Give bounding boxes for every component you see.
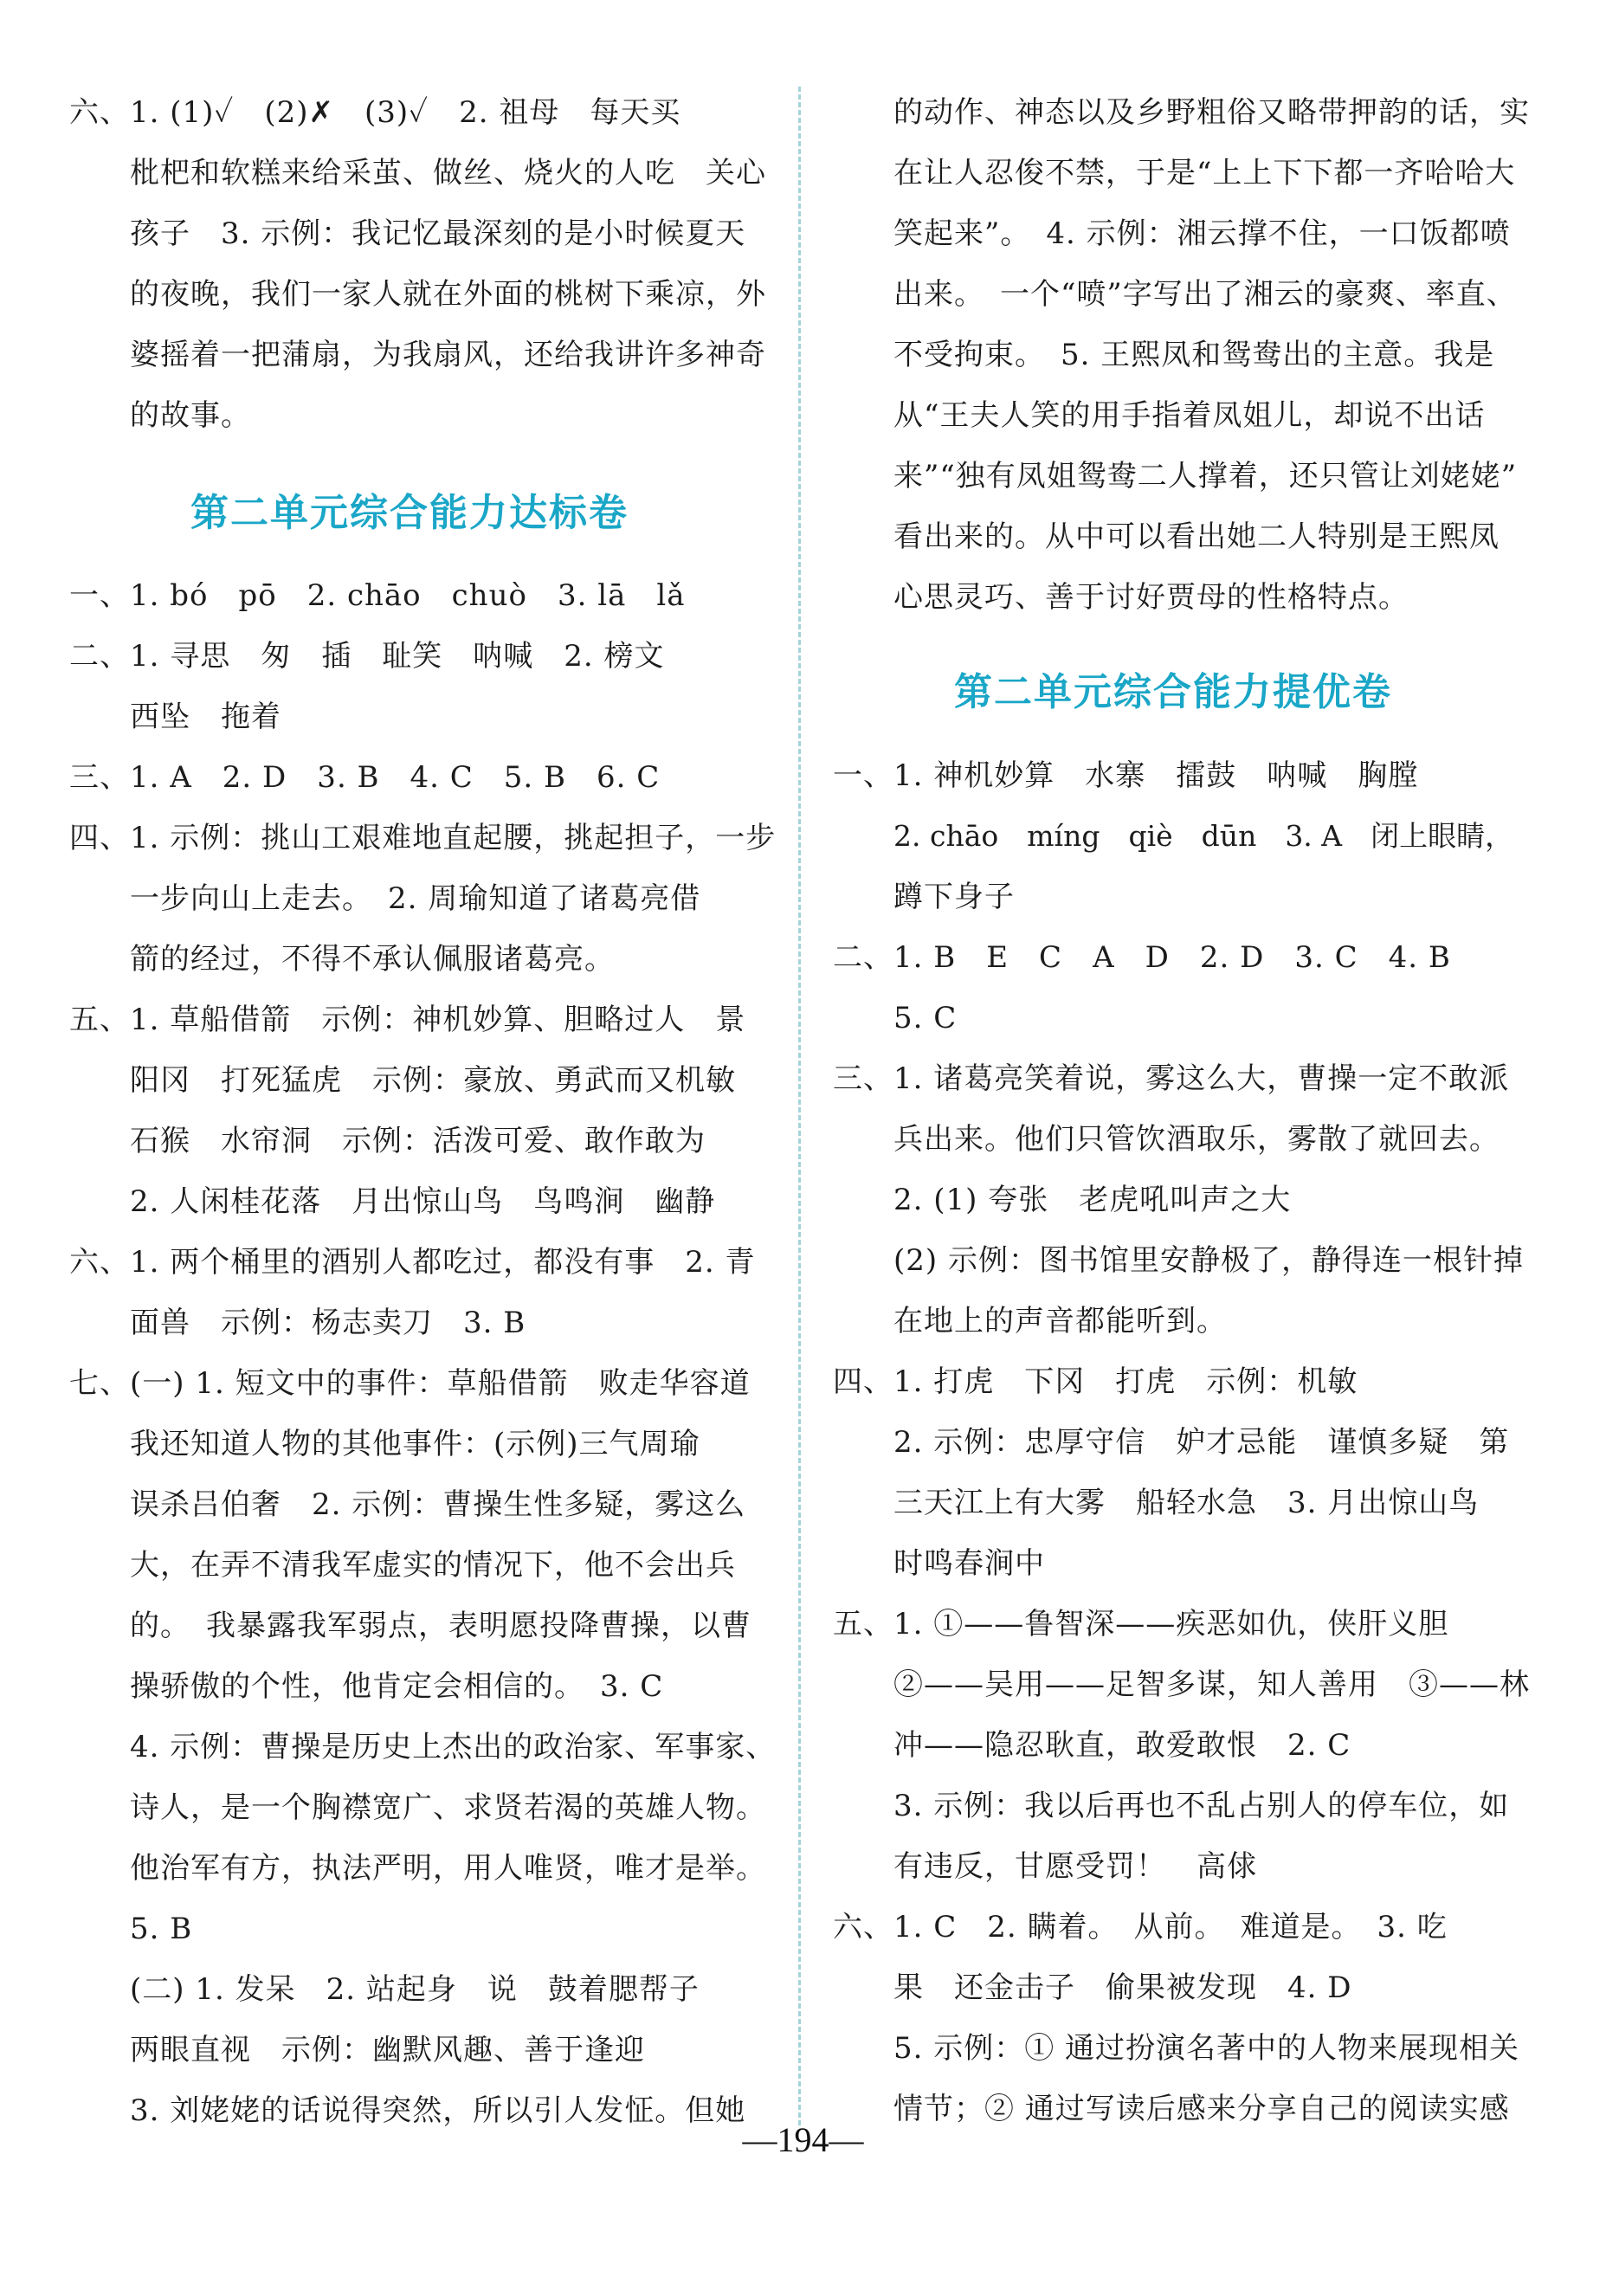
answer-line: 七、(一) 1. 短文中的事件：草船借箭 败走华容道 [69, 1366, 751, 1401]
answer-line: 时鸣春涧中 [893, 1546, 1045, 1581]
answer-line: 4. 示例：曹操是历史上杰出的政治家、军事家、 [130, 1730, 777, 1764]
answer-line: 诗人，是一个胸襟宽广、求贤若渴的英雄人物。 [130, 1790, 766, 1825]
answer-line: 3. 刘姥姥的话说得突然，所以引人发怔。但她 [130, 2093, 746, 2128]
answer-line: 看出来的。从中可以看出她二人特别是王熙凤 [893, 519, 1500, 554]
answer-line: 六、1. (1)✓ (2)✗ (3)✓ 2. 祖母 每天买 [69, 95, 681, 130]
answer-line: 枇杷和软糕来给采茧、做丝、烧火的人吃 关心 [130, 156, 766, 190]
answer-line: 四、1. 打虎 下冈 打虎 示例：机敏 [833, 1364, 1358, 1399]
answer-line: 我还知道人物的其他事件：(示例)三气周瑜 [130, 1427, 700, 1461]
answer-line: 果 还金击子 偷果被发现 4. D [893, 1970, 1352, 2005]
answer-line: 六、1. 两个桶里的酒别人都吃过，都没有事 2. 青 [69, 1245, 756, 1280]
answer-line: 5. 示例：① 通过扮演名著中的人物来展现相关 [893, 2031, 1520, 2066]
answer-line: 三、1. 诸葛亮笑着说，雾这么大，曹操一定不敢派 [833, 1061, 1510, 1096]
answer-line: 的夜晚，我们一家人就在外面的桃树下乘凉，外 [130, 277, 766, 312]
answer-line: 四、1. 示例：挑山工艰难地直起腰，挑起担子，一步 [69, 821, 777, 855]
answer-line: 他治军有方，执法严明，用人唯贤，唯才是举。 [130, 1851, 766, 1886]
answer-line: 二、1. B E C A D 2. D 3. C 4. B [833, 940, 1451, 975]
answer-line: 2. (1) 夸张 老虎吼叫声之大 [893, 1183, 1292, 1217]
section-heading-improvement-test: 第二单元综合能力提优卷 [954, 670, 1392, 714]
answer-line: 的动作、神态以及乡野粗俗又略带押韵的话，实 [893, 95, 1530, 130]
answer-line: 的。 我暴露我军弱点，表明愿投降曹操，以曹 [130, 1609, 751, 1643]
answer-line: 来”“独有凤姐鸳鸯二人撑着，还只管让刘姥姥” [893, 459, 1518, 493]
answer-line: 误杀吕伯奢 2. 示例：曹操生性多疑，雾这么 [130, 1487, 746, 1522]
answer-line: 在让人忍俊不禁，于是“上上下下都一齐哈哈大 [893, 156, 1516, 190]
answer-line: 面兽 示例：杨志卖刀 3. B [130, 1306, 526, 1340]
answer-line: 五、1. ①——鲁智深——疾恶如仇，侠肝义胆 [833, 1607, 1449, 1641]
answer-line: 2. 示例：忠厚守信 妒才忌能 谨慎多疑 第 [893, 1425, 1510, 1460]
section-heading-standard-test: 第二单元综合能力达标卷 [190, 491, 629, 535]
answer-line: 出来。 一个“喷”字写出了湘云的豪爽、率直、 [893, 277, 1517, 312]
page-number: —194— [742, 2120, 864, 2159]
answer-line: 笑起来”。 4. 示例：湘云撑不住，一口饭都喷 [893, 216, 1511, 251]
answer-line: 一、1. 神机妙算 水寨 擂鼓 呐喊 胸膛 [833, 758, 1419, 793]
answer-line: 蹲下身子 [893, 880, 1015, 914]
answer-line: ②——吴用——足智多谋，知人善用 ③——林 [893, 1667, 1530, 1702]
answer-line: 阳冈 打死猛虎 示例：豪放、勇武而又机敏 [130, 1063, 736, 1098]
answer-line: 三天江上有大雾 船轻水急 3. 月出惊山鸟 [893, 1486, 1480, 1520]
answer-line: 大，在弄不清我军虚实的情况下，他不会出兵 [130, 1548, 736, 1583]
answer-line: 情节；② 通过写读后感来分享自己的阅读实感 [893, 2092, 1510, 2126]
answer-line: 心思灵巧、善于讨好贾母的性格特点。 [893, 580, 1409, 615]
answer-line: 操骄傲的个性，他肯定会相信的。 3. C [130, 1669, 664, 1704]
answer-line: 5. C [893, 1001, 958, 1035]
answer-line: 孩子 3. 示例：我记忆最深刻的是小时候夏天 [130, 216, 746, 251]
column-divider [798, 87, 801, 2125]
answer-line: 2. chāo míng qiè dūn 3. A 闭上眼睛， [893, 819, 1514, 853]
answer-line: 一、1. bó pō 2. chāo chuò 3. lā lǎ [69, 578, 686, 613]
answer-line: 西坠 拖着 [130, 700, 281, 734]
answer-line: (2) 示例：图书馆里安静极了，静得连一根针掉 [893, 1243, 1524, 1278]
answer-line: 冲——隐忍耿直，敢爱敢恨 2. C [893, 1728, 1351, 1763]
answer-line: 在地上的声音都能听到。 [893, 1304, 1227, 1338]
answer-line: 一步向山上走去。 2. 周瑜知道了诸葛亮借 [130, 881, 701, 916]
answer-line: 婆摇着一把蒲扇，为我扇风，还给我讲许多神奇 [130, 338, 766, 372]
answer-line: 的故事。 [130, 398, 251, 433]
answer-line: 从“王夫人笑的用手指着凤姐儿，却说不出话 [893, 398, 1486, 433]
answer-line: 3. 示例：我以后再也不乱占别人的停车位，如 [893, 1789, 1510, 1823]
answer-line: 兵出来。他们只管饮酒取乐，雾散了就回去。 [893, 1122, 1500, 1157]
answer-line: 5. B [130, 1912, 193, 1946]
answer-line: 三、1. A 2. D 3. B 4. C 5. B 6. C [69, 760, 661, 795]
answer-line: 两眼直视 示例：幽默风趣、善于逢迎 [130, 2033, 645, 2067]
answer-line: 有违反，甘愿受罚！ 高俅 [893, 1849, 1257, 1884]
answer-line: 2. 人闲桂花落 月出惊山鸟 鸟鸣涧 幽静 [130, 1184, 716, 1219]
answer-line: (二) 1. 发呆 2. 站起身 说 鼓着腮帮子 [130, 1972, 700, 2007]
answer-line: 石猴 水帘洞 示例：活泼可爱、敢作敢为 [130, 1124, 706, 1158]
answer-line: 五、1. 草船借箭 示例：神机妙算、胆略过人 景 [69, 1003, 746, 1037]
answer-line: 六、1. C 2. 瞒着。 从前。 难道是。 3. 吃 [833, 1910, 1448, 1945]
answer-line: 二、1. 寻思 匆 插 耻笑 呐喊 2. 榜文 [69, 639, 665, 674]
answer-line: 箭的经过，不得不承认佩服诸葛亮。 [130, 942, 615, 977]
answer-line: 不受拘束。 5. 王熙凤和鸳鸯出的主意。我是 [893, 338, 1495, 372]
